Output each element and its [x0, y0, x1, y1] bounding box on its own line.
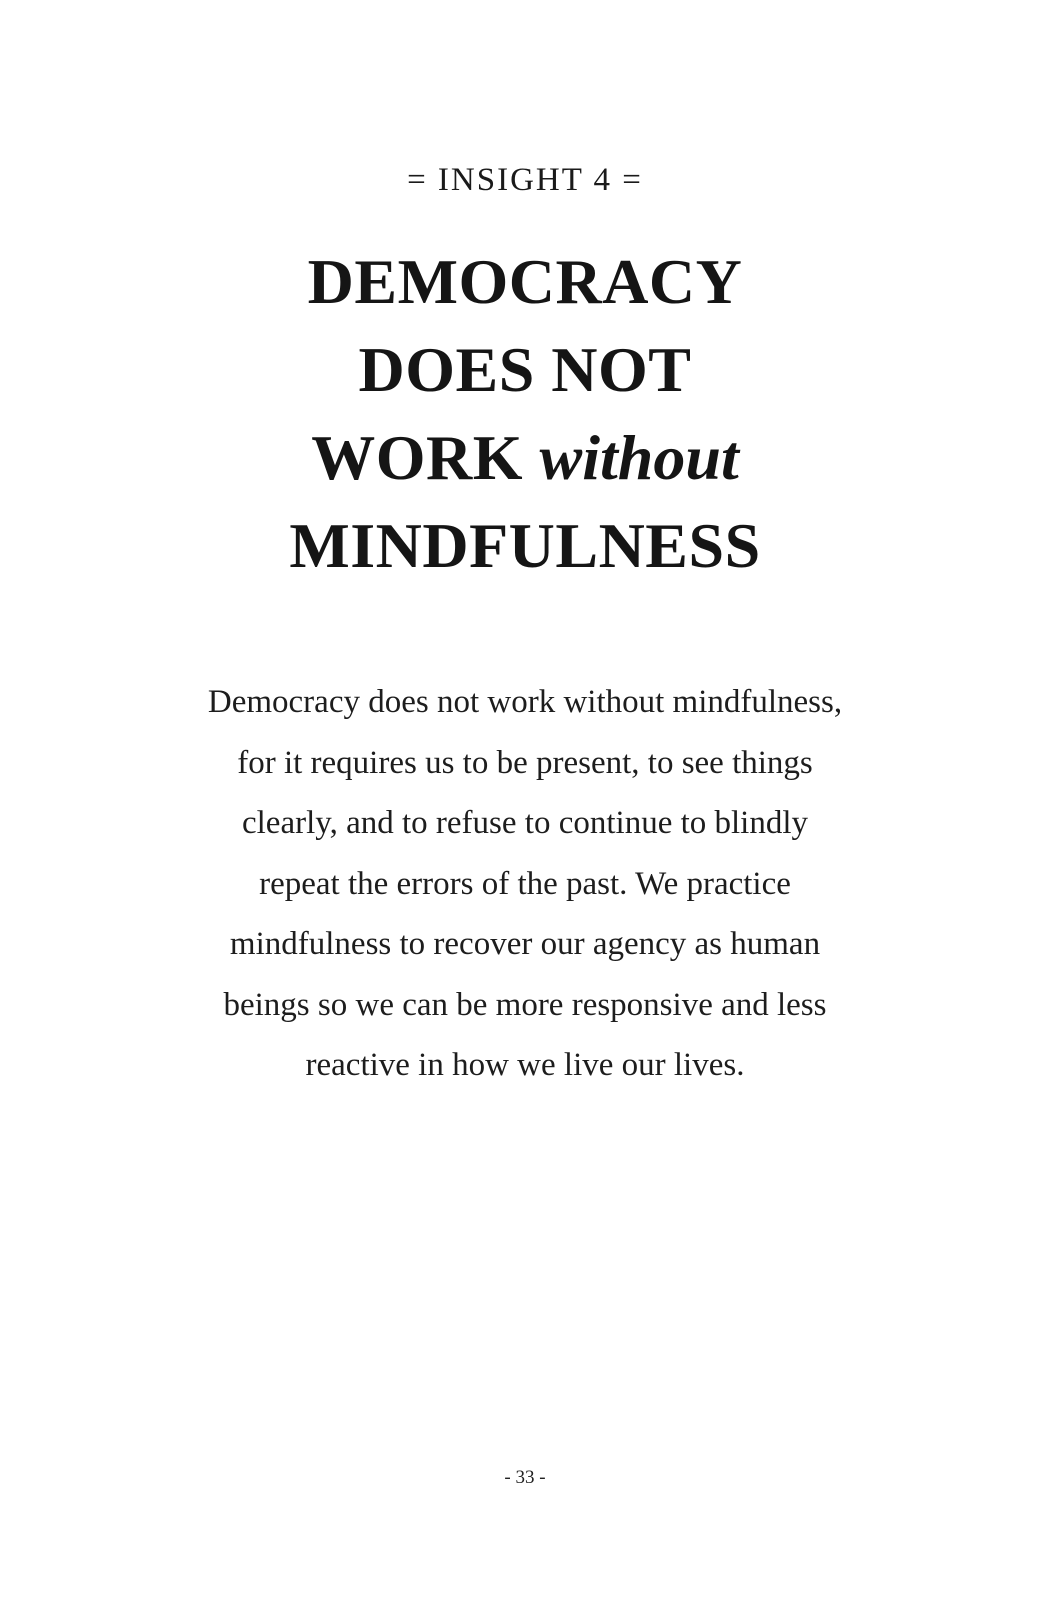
- body-line: for it requires us to be present, to see things: [237, 744, 813, 781]
- body-line: clearly, and to refuse to continue to blindly: [241, 805, 809, 841]
- title-line-1: DEMOCRACY: [307, 246, 743, 317]
- title-line-2: DOES NOT: [358, 334, 692, 405]
- title-line-4: MINDFULNESS: [289, 510, 761, 581]
- body-line: beings so we can be more responsive and less: [223, 986, 827, 1023]
- body-paragraph: [175, 672, 875, 1096]
- body-line: mindfulness to recover our agency as human: [229, 926, 821, 962]
- body-line: repeat the errors of the past. We practice: [259, 865, 791, 902]
- chapter-title: [0, 238, 1050, 590]
- insight-label: = INSIGHT 4 =: [407, 162, 643, 198]
- body-line: reactive in how we live our lives.: [305, 1047, 745, 1083]
- body-line: Democracy does not work without mindfulness,: [207, 684, 843, 720]
- title-line-3: [0, 414, 1050, 502]
- title-line-3-main: WORK: [311, 422, 540, 493]
- page-number: - 33 -: [504, 1467, 546, 1488]
- title-line-3-italic: without: [539, 422, 739, 493]
